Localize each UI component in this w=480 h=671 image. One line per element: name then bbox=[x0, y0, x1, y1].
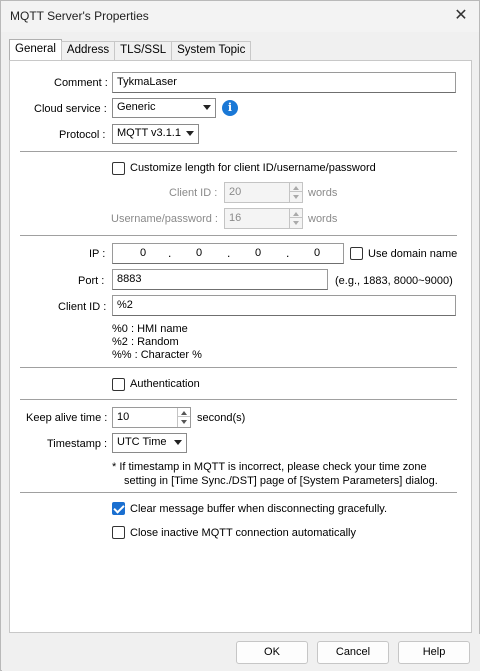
userpass-length-value: 16 bbox=[229, 212, 242, 224]
words-label: words bbox=[308, 213, 338, 225]
ip-address-input[interactable] bbox=[112, 243, 344, 264]
dialog-footer bbox=[2, 634, 480, 671]
timestamp-select[interactable] bbox=[112, 433, 187, 453]
general-panel bbox=[9, 60, 472, 633]
comment-input[interactable]: TykmaLaser bbox=[112, 72, 456, 93]
spin-up-button bbox=[290, 209, 302, 218]
ip-dot: . bbox=[286, 246, 290, 260]
protocol-label: Protocol : bbox=[59, 129, 106, 141]
close-inactive-label: Close inactive MQTT connection automatically bbox=[130, 527, 357, 539]
divider bbox=[20, 399, 457, 400]
spin-up-button[interactable] bbox=[178, 408, 190, 417]
chevron-down-icon bbox=[203, 105, 211, 110]
keep-alive-label: Keep alive time : bbox=[26, 412, 108, 424]
port-input[interactable]: 8883 bbox=[112, 269, 328, 290]
words-label: words bbox=[308, 187, 338, 199]
spinner-buttons bbox=[177, 408, 190, 427]
divider bbox=[20, 367, 457, 368]
timestamp-note-line2: setting in [Time Sync./DST] page of [System Parameters] dialog. bbox=[124, 475, 438, 487]
port-label: Port : bbox=[78, 275, 105, 287]
ok-button[interactable]: OK bbox=[236, 641, 308, 664]
timestamp-label: Timestamp : bbox=[47, 438, 108, 450]
divider bbox=[20, 492, 457, 493]
chevron-down-icon bbox=[186, 131, 194, 136]
tab-tls-ssl[interactable]: TLS/SSL bbox=[114, 41, 172, 60]
client-id-help-hmi: %0 : HMI name bbox=[112, 323, 188, 335]
window-title: MQTT Server's Properties bbox=[10, 9, 149, 23]
spin-up-button bbox=[290, 183, 302, 192]
chevron-down-icon bbox=[174, 440, 182, 445]
spinner-buttons bbox=[289, 183, 302, 202]
client-id-length-spinner bbox=[224, 182, 303, 203]
keep-alive-value: 10 bbox=[117, 411, 130, 423]
use-domain-checkbox[interactable] bbox=[350, 247, 363, 260]
cloud-service-value: Generic bbox=[117, 101, 156, 113]
userpass-length-label: Username/password : bbox=[111, 213, 218, 225]
ip-dot: . bbox=[227, 246, 231, 260]
client-id-help-percent: %% : Character % bbox=[112, 349, 202, 361]
client-id-length-value: 20 bbox=[229, 186, 242, 198]
info-icon[interactable]: i bbox=[222, 100, 238, 116]
cloud-service-select[interactable] bbox=[112, 98, 216, 118]
port-hint: (e.g., 1883, 8000~9000) bbox=[335, 275, 453, 287]
divider bbox=[20, 151, 457, 152]
client-id-length-label: Client ID : bbox=[169, 187, 218, 199]
timestamp-value: UTC Time bbox=[117, 436, 167, 448]
keep-alive-spinner[interactable] bbox=[112, 407, 191, 428]
close-inactive-checkbox[interactable] bbox=[112, 526, 125, 539]
authentication-checkbox[interactable] bbox=[112, 378, 125, 391]
ip-octet-2[interactable]: 0 bbox=[195, 247, 203, 259]
close-icon: ✕ bbox=[454, 7, 468, 24]
divider bbox=[20, 235, 457, 236]
timestamp-note-line1: * If timestamp in MQTT is incorrect, please check your time zone bbox=[112, 461, 427, 473]
help-button[interactable]: Help bbox=[398, 641, 470, 664]
title-bar bbox=[1, 1, 479, 32]
close-button[interactable] bbox=[449, 5, 473, 27]
ip-octet-1[interactable]: 0 bbox=[139, 247, 147, 259]
tab-system-topic[interactable]: System Topic bbox=[171, 41, 251, 60]
ip-label: IP : bbox=[89, 248, 106, 260]
tab-bar bbox=[9, 40, 250, 60]
clear-buffer-checkbox[interactable] bbox=[112, 502, 125, 515]
cancel-button[interactable]: Cancel bbox=[317, 641, 389, 664]
authentication-label: Authentication bbox=[130, 378, 200, 390]
spin-down-button bbox=[290, 193, 302, 202]
protocol-value: MQTT v3.1.1 bbox=[117, 127, 181, 139]
userpass-length-spinner bbox=[224, 208, 303, 229]
tab-general[interactable]: General bbox=[9, 39, 62, 60]
protocol-select[interactable] bbox=[112, 124, 199, 144]
comment-label: Comment : bbox=[54, 77, 108, 89]
spin-down-button bbox=[290, 219, 302, 228]
customize-length-label: Customize length for client ID/username/password bbox=[130, 162, 376, 174]
client-id-label: Client ID : bbox=[58, 301, 107, 313]
cloud-service-label: Cloud service : bbox=[34, 103, 107, 115]
use-domain-label: Use domain name bbox=[368, 248, 458, 260]
clear-buffer-label: Clear message buffer when disconnecting gracefully. bbox=[130, 503, 388, 515]
client-id-help-random: %2 : Random bbox=[112, 336, 179, 348]
spin-down-button[interactable] bbox=[178, 418, 190, 427]
ip-octet-3[interactable]: 0 bbox=[254, 247, 262, 259]
customize-length-checkbox[interactable] bbox=[112, 162, 125, 175]
ip-octet-4[interactable]: 0 bbox=[313, 247, 321, 259]
client-id-input[interactable]: %2 bbox=[112, 295, 456, 316]
ip-dot: . bbox=[168, 246, 172, 260]
keep-alive-unit: second(s) bbox=[197, 412, 246, 424]
tab-address[interactable]: Address bbox=[61, 41, 115, 60]
spinner-buttons bbox=[289, 209, 302, 228]
